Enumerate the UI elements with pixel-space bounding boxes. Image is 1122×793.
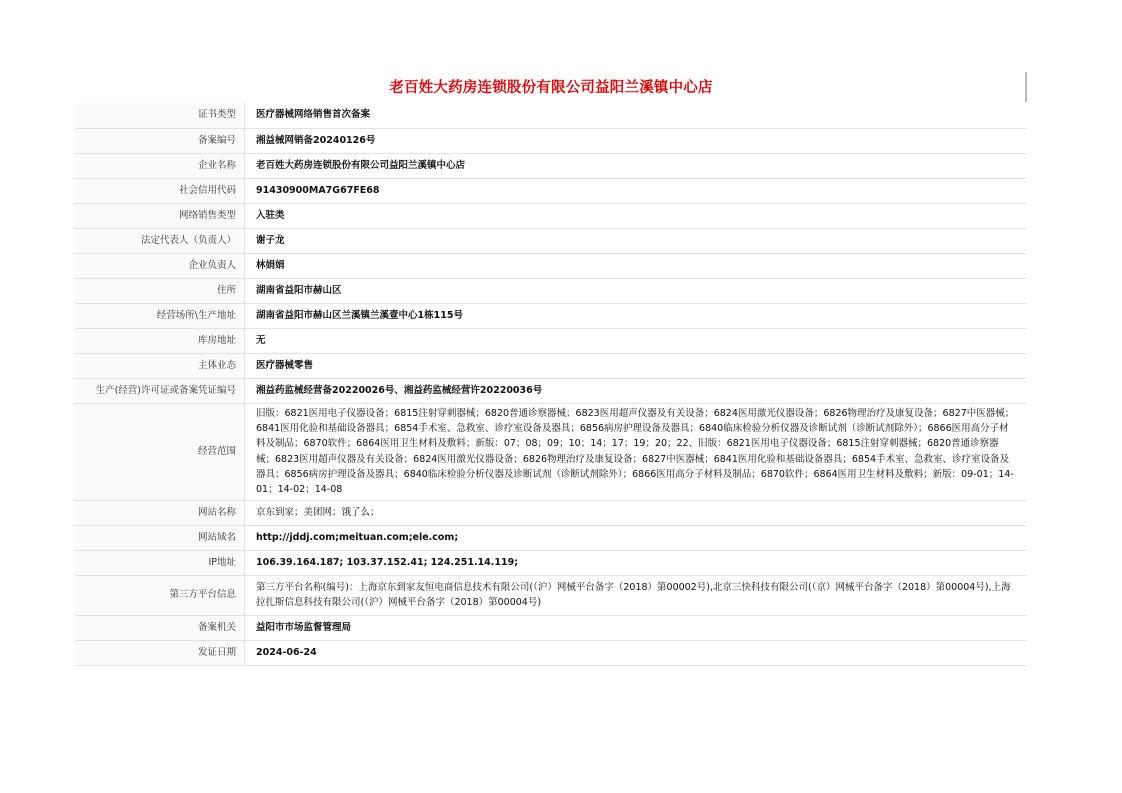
- field-label: 网络销售类型: [75, 203, 245, 228]
- field-value: 2024-06-24: [245, 640, 1028, 665]
- table-row: [75, 525, 1027, 550]
- field-value: http://jddj.com;meituan.com;ele.com;: [245, 525, 1028, 550]
- table-row: [75, 353, 1027, 378]
- table-row: [75, 575, 1027, 615]
- field-value: 京东到家；美团网；饿了么；: [245, 500, 1028, 525]
- field-label: 主体业态: [75, 353, 245, 378]
- table-row: [75, 500, 1027, 525]
- field-value: 湖南省益阳市赫山区: [245, 278, 1028, 303]
- field-label: 第三方平台信息: [75, 575, 245, 615]
- table-row: [75, 228, 1027, 253]
- field-label: 证书类型: [75, 103, 245, 128]
- field-label: 经营场所\生产地址: [75, 303, 245, 328]
- table-row: [75, 378, 1027, 403]
- field-label: 库房地址: [75, 328, 245, 353]
- field-label: 企业负责人: [75, 253, 245, 278]
- table-row: [75, 403, 1027, 500]
- field-value: 医疗器械零售: [245, 353, 1028, 378]
- field-value: 老百姓大药房连锁股份有限公司益阳兰溪镇中心店: [245, 153, 1028, 178]
- field-label: 企业名称: [75, 153, 245, 178]
- table-row: [75, 203, 1027, 228]
- field-value: 无: [245, 328, 1028, 353]
- field-value: 91430900MA7G67FE68: [245, 178, 1028, 203]
- table-row: [75, 278, 1027, 303]
- table-row: [75, 178, 1027, 203]
- field-value: 林娟娟: [245, 253, 1028, 278]
- field-label: 发证日期: [75, 640, 245, 665]
- field-label: 经营范围: [75, 403, 245, 500]
- table-row: [75, 303, 1027, 328]
- table-row: [75, 550, 1027, 575]
- field-value: 旧版：6821医用电子仪器设备；6815注射穿刺器械；6820普通诊察器械；6823医用超声仪器及有关设备；6824医用激光仪器设备；6826物理治疗及康复设备；6827中医器械；6841医用化验和基础设备器具；6854手术室、急救室、诊疗室设备及器具；6856病房护理设备及器具；6840临床检验分析仪器及诊断试剂（诊断试剂除外）；6866医用高分子材料及制品；6870软件；6864医用卫生材料及敷料；新版：07；08；09；10；14；17；19；20；22、旧版：6821医用电子仪器设备；6815注射穿刺器械；6820普通诊察器械；6823医用超声仪器及有关设备；6824医用激光仪器设备；6826物理治疗及康复设备；6827中医器械；6841医用化验和基础设备器具；6854手术室、急救室、诊疗室设备及器具；6856病房护理设备及器具；6840临床检验分析仪器及诊断试剂（诊断试剂除外）；6866医用高分子材料及制品；6870软件；6864医用卫生材料及敷料；新版：09-01；14-01；14-02；14-08: [245, 403, 1028, 500]
- info-table: [75, 103, 1027, 666]
- field-label: 法定代表人（负责人）: [75, 228, 245, 253]
- field-label: 备案机关: [75, 615, 245, 640]
- field-label: IP地址: [75, 550, 245, 575]
- field-value: 湘益药监械经营备20220026号、湘益药监械经营许20220036号: [245, 378, 1028, 403]
- field-value: 106.39.164.187; 103.37.152.41; 124.251.14.119;: [245, 550, 1028, 575]
- table-row: [75, 153, 1027, 178]
- field-label: 网站域名: [75, 525, 245, 550]
- field-value: 湖南省益阳市赫山区兰溪镇兰溪壹中心1栋115号: [245, 303, 1028, 328]
- field-label: 网站名称: [75, 500, 245, 525]
- field-value: 湘益械网销备20240126号: [245, 128, 1028, 153]
- field-label: 生产(经营)许可证或备案凭证编号: [75, 378, 245, 403]
- field-value: 谢子龙: [245, 228, 1028, 253]
- table-row: [75, 103, 1027, 128]
- field-value: 入驻类: [245, 203, 1028, 228]
- table-row: [75, 640, 1027, 665]
- table-row: [75, 253, 1027, 278]
- page-title: 老百姓大药房连锁股份有限公司益阳兰溪镇中心店: [389, 80, 713, 96]
- field-value: 第三方平台名称(编号)：上海京东到家友恒电商信息技术有限公司(（沪）网械平台备字（2018）第00002号),北京三快科技有限公司(（京）网械平台备字（2018）第00004号),上海拉扎斯信息科技有限公司(（沪）网械平台备字（2018）第00004号): [245, 575, 1028, 615]
- table-row: [75, 328, 1027, 353]
- scroll-indicator: [1025, 72, 1027, 102]
- field-label: 住所: [75, 278, 245, 303]
- field-label: 社会信用代码: [75, 178, 245, 203]
- field-value: 医疗器械网络销售首次备案: [245, 103, 1028, 128]
- table-row: [75, 128, 1027, 153]
- field-label: 备案编号: [75, 128, 245, 153]
- field-value: 益阳市市场监督管理局: [245, 615, 1028, 640]
- table-row: [75, 615, 1027, 640]
